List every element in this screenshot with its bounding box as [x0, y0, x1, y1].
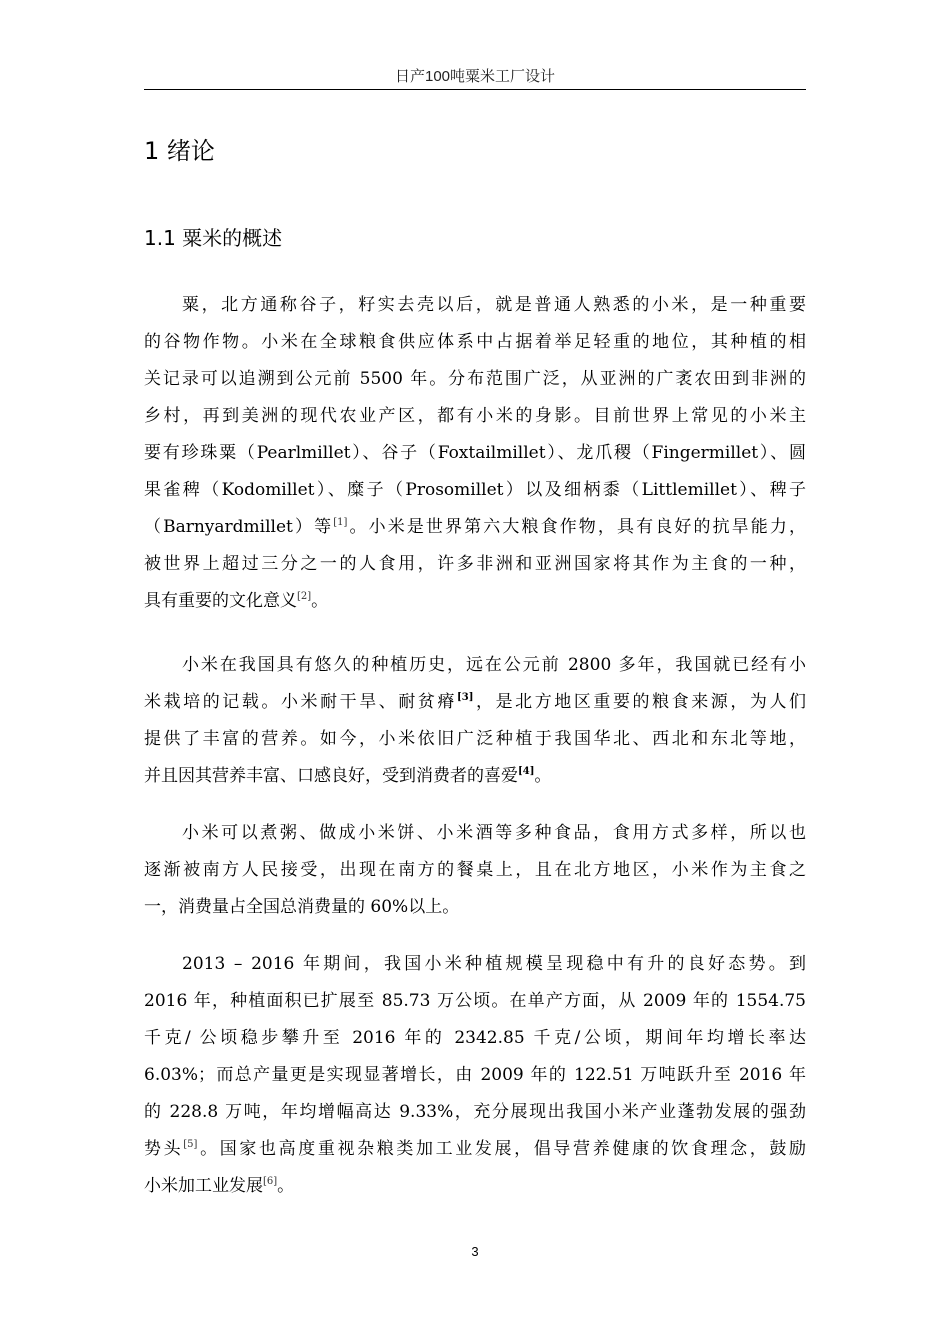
paragraph-line	[144, 583, 806, 620]
paragraph-line: 被世界上超过三分之一的人食用，许多非洲和亚洲国家将其作为主食的一种，	[144, 554, 806, 574]
paragraph-line: 乡村，再到美洲的现代农业产区，都有小米的身影。目前世界上常见的小米主	[144, 406, 806, 426]
paragraph-line: 逐渐被南方人民接受，出现在南方的餐桌上，且在北方地区，小米作为主食之	[144, 860, 806, 880]
paragraph-line: 6.03%；而总产量更是实现显著增长，由 2009 年的 122.51 万吨跃升至 2016 年	[144, 1065, 806, 1085]
paragraph-line	[144, 684, 806, 721]
text-run: ，是北方地区重要的粮食来源，为人们	[473, 692, 807, 712]
paragraph-1	[144, 287, 806, 620]
paragraph-line: 千克/ 公顷稳步攀升至 2016 年的 2342.85 千克/公顷，期间年均增长率达	[144, 1028, 806, 1048]
paragraph-line: 小米可以煮粥、做成小米饼、小米酒等多种食品，食用方式多样，所以也	[182, 823, 806, 843]
paragraph-2	[144, 647, 806, 795]
text-run: 势头	[144, 1139, 184, 1159]
citation-ref: [3]	[457, 692, 474, 703]
citation-ref: [2]	[297, 591, 312, 602]
paragraph-line: 的 228.8 万吨，年均增幅高达 9.33%，充分展现出我国小米产业蓬勃发展的强劲	[144, 1102, 806, 1122]
text-run: 具有重要的文化意义	[144, 591, 297, 611]
paragraph-line: 一，消费量占全国总消费量的 60%以上。	[144, 897, 460, 917]
text-run: 。小米是世界第六大粮食作物，具有良好的抗旱能力，	[347, 517, 807, 537]
text-run: 。	[311, 591, 329, 611]
text-run: 小米加工业发展	[144, 1176, 263, 1196]
paragraph-line	[144, 758, 806, 795]
paragraph-line: 2016 年，种植面积已扩展至 85.73 万公顷。在单产方面，从 2009 年的 1554.75	[144, 991, 806, 1011]
paragraph-line: 2013 – 2016 年期间，我国小米种植规模呈现稳中有升的良好态势。到	[182, 954, 806, 974]
paragraph-line: 果雀稗（Kodomillet）、糜子（Prosomillet）以及细柄黍（Littlemillet）、稗子	[144, 480, 806, 500]
text-run: 。	[277, 1176, 295, 1196]
section-heading: 1.1 粟米的概述	[144, 226, 283, 250]
paragraph-line: 要有珍珠粟（Pearlmillet）、谷子（Foxtailmillet）、龙爪稷（Fingermillet）、圆	[144, 443, 806, 463]
paragraph-line: 关记录可以追溯到公元前 5500 年。分布范围广泛，从亚洲的广袤农田到非洲的	[144, 369, 806, 389]
text-run: 。	[534, 766, 552, 786]
text-run: 。国家也高度重视杂粮类加工业发展，倡导营养健康的饮食理念，鼓励	[197, 1139, 807, 1159]
text-run: 米栽培的记载。小米耐干旱、耐贫瘠	[144, 692, 458, 712]
paragraph-4	[144, 946, 806, 1205]
paragraph-line: 提供了丰富的营养。如今，小米依旧广泛种植于我国华北、西北和东北等地，	[144, 729, 806, 749]
citation-ref: [4]	[518, 766, 535, 777]
paragraph-line	[144, 1131, 806, 1168]
citation-ref: [5]	[183, 1139, 198, 1150]
paragraph-line: 小米在我国具有悠久的种植历史，远在公元前 2800 多年，我国就已经有小	[182, 655, 806, 675]
citation-ref: [6]	[263, 1176, 278, 1187]
paragraph-3	[144, 815, 806, 926]
paragraph-line	[144, 1168, 806, 1205]
chapter-heading: 1 绪论	[144, 137, 215, 165]
citation-ref: [1]	[333, 517, 348, 528]
paragraph-line: 粟，北方通称谷子，籽实去壳以后，就是普通人熟悉的小米，是一种重要	[182, 295, 806, 315]
paragraph-line: 的谷物作物。小米在全球粮食供应体系中占据着举足轻重的地位，其种植的相	[144, 332, 806, 352]
running-header: 日产100吨粟米工厂设计	[394, 68, 556, 85]
paragraph-line	[144, 509, 806, 546]
text-run: （Barnyardmillet）等	[144, 517, 334, 537]
header-divider	[144, 89, 806, 90]
text-run: 并且因其营养丰富、口感良好，受到消费者的喜爱	[144, 766, 518, 786]
page-number: 3	[471, 1244, 479, 1259]
